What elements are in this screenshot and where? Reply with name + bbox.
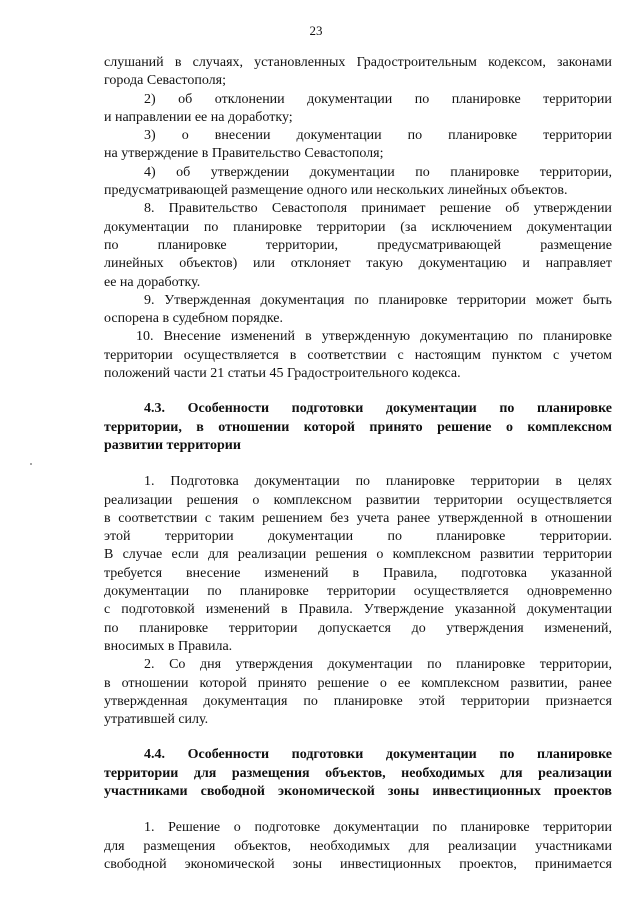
word: утвержденная <box>104 693 188 709</box>
word: планировке <box>537 401 612 417</box>
word: исключением <box>431 219 513 235</box>
word: отношении <box>121 675 189 691</box>
word: документации <box>385 747 477 763</box>
word: которой <box>303 419 355 435</box>
text-line: вносимых в Правила. <box>104 638 233 654</box>
text-line <box>104 292 612 310</box>
word: планировке <box>233 219 303 235</box>
word: комплексном <box>392 547 471 563</box>
word: Особенности <box>187 401 270 417</box>
text-line <box>104 583 612 601</box>
word: отклонении <box>214 91 285 107</box>
text-line <box>104 675 612 693</box>
word: Правительство <box>168 201 258 217</box>
word: утверждении <box>210 164 290 180</box>
spacer <box>104 455 612 473</box>
text-line <box>104 528 612 546</box>
word: участниками <box>535 838 612 854</box>
word: территории, <box>265 237 339 253</box>
word: настоящим <box>414 347 481 363</box>
word: инвестиционных <box>432 783 541 799</box>
word: по <box>207 584 222 600</box>
word: для <box>208 547 229 563</box>
text-line <box>104 347 612 365</box>
word: этой <box>104 529 131 545</box>
word: планировке <box>542 329 612 345</box>
word: пунктом <box>491 347 542 363</box>
word: в <box>352 565 360 581</box>
text-line <box>104 237 612 255</box>
word: территории <box>470 474 540 490</box>
word: экономической <box>277 783 375 799</box>
word: по <box>407 128 423 144</box>
word: ранее <box>396 510 431 526</box>
word: учета <box>356 510 390 526</box>
section-4-3-paragraph-1 <box>104 473 612 656</box>
word: 9. <box>144 292 155 308</box>
word: (за <box>400 219 417 235</box>
word: Решение <box>168 820 221 836</box>
word: таким <box>218 510 255 526</box>
word: по <box>203 219 219 235</box>
text-line: оспорена в судебном порядке. <box>104 311 283 327</box>
word: с <box>397 347 404 363</box>
text-line: ее на доработку. <box>104 274 201 290</box>
word: подготовка <box>461 565 527 581</box>
word: в <box>196 419 204 435</box>
word: территории <box>543 820 612 836</box>
word: в <box>555 474 562 490</box>
word: утверждении <box>533 201 612 217</box>
word: 2) <box>144 91 156 107</box>
word: комплексном <box>527 419 612 435</box>
text-line <box>104 200 612 218</box>
word: территории <box>164 529 234 545</box>
word: в <box>174 55 182 70</box>
word: Подготовка <box>170 474 239 490</box>
text-line <box>104 473 612 491</box>
heading-line <box>104 400 612 418</box>
word: законами <box>557 55 612 70</box>
word: в <box>104 675 111 691</box>
word: территории <box>228 620 298 636</box>
word: территории <box>104 765 179 781</box>
heading-line <box>104 746 612 764</box>
word: осуществляется <box>183 347 279 363</box>
word: планировке <box>239 584 309 600</box>
word: комплексном <box>421 675 500 691</box>
word: Градостроительным <box>356 55 477 70</box>
text-line: и направлении ее на доработку; <box>104 109 293 125</box>
text-line <box>104 656 612 674</box>
word: объектов, <box>234 838 291 854</box>
word: соответствии <box>118 510 198 526</box>
word: по <box>104 237 119 253</box>
word: территории <box>543 91 612 107</box>
word: 4.4. <box>144 747 165 763</box>
word: требуется <box>104 565 163 581</box>
word: планировке <box>385 474 455 490</box>
word: проектов <box>553 783 612 799</box>
paragraph-8 <box>104 200 612 291</box>
word: о <box>252 492 260 508</box>
section-4-3-paragraph-2 <box>104 656 612 729</box>
word: установленных <box>254 55 346 70</box>
word: размещение <box>540 237 612 253</box>
heading-line <box>104 783 612 801</box>
word: зоны <box>387 783 420 799</box>
word: подготовки <box>291 401 364 417</box>
word: документации <box>296 128 382 144</box>
word: отношении <box>545 510 612 526</box>
text-line <box>104 91 612 109</box>
word: ее <box>397 675 411 691</box>
word: решение <box>437 419 492 435</box>
word: с <box>552 347 560 363</box>
word: и <box>522 256 530 272</box>
word: целях <box>577 474 612 490</box>
word: документацию <box>418 256 507 272</box>
word: соответствии <box>307 347 387 363</box>
word: 8. <box>144 201 155 217</box>
word: в <box>305 329 312 345</box>
text-line <box>104 492 612 510</box>
text-line <box>104 693 612 711</box>
text-line <box>104 620 612 638</box>
word: территории <box>326 584 396 600</box>
word: указанной <box>454 602 516 618</box>
word: решением <box>262 510 323 526</box>
word: о <box>181 128 189 144</box>
word: по <box>303 693 318 709</box>
word: подготовки <box>291 747 364 763</box>
word: Со <box>169 657 186 673</box>
word: с <box>104 602 111 618</box>
word: свободной <box>200 783 265 799</box>
word: территории <box>316 219 386 235</box>
word: планировке <box>450 164 520 180</box>
word: документации <box>526 602 612 618</box>
word: быть <box>582 292 612 308</box>
word: реализации <box>538 765 612 781</box>
word: утверждения <box>235 657 313 673</box>
word: размещения <box>143 838 216 854</box>
word: решения <box>186 492 239 508</box>
text-line <box>104 838 612 856</box>
word: направляет <box>545 256 612 272</box>
word: по <box>354 292 369 308</box>
word: территории. <box>539 529 612 545</box>
word: утверждения <box>446 620 524 636</box>
word: территории, <box>104 419 182 435</box>
list-item-2 <box>104 91 612 128</box>
word: развитии <box>365 492 420 508</box>
word: дня <box>199 657 222 673</box>
section-heading-4-3 <box>104 400 612 455</box>
word: территории <box>460 693 530 709</box>
text-line <box>104 565 612 583</box>
word: экономической <box>184 856 275 872</box>
word: или <box>253 256 275 272</box>
word: изменений, <box>544 620 612 636</box>
word: подготовкой <box>121 602 195 618</box>
word: документации <box>385 401 477 417</box>
word: развитии, <box>510 675 568 691</box>
word: с <box>205 510 212 526</box>
word: осуществляется <box>413 584 509 600</box>
word: документацию <box>420 329 509 345</box>
word: 10. <box>136 329 154 345</box>
word: учетом <box>570 347 612 363</box>
word: о <box>376 547 384 563</box>
word: о <box>379 675 387 691</box>
word: принято <box>257 675 307 691</box>
text-line <box>104 54 612 72</box>
word: решения <box>315 547 368 563</box>
word: планировке <box>436 529 506 545</box>
word: размещения <box>231 765 310 781</box>
text-line: утратившей силу. <box>104 712 209 728</box>
list-item-3 <box>104 127 612 164</box>
word: документации <box>309 164 395 180</box>
word: об <box>178 91 193 107</box>
word: внесение <box>186 565 241 581</box>
scan-speck <box>30 463 32 465</box>
word: в <box>530 510 538 526</box>
word: этой <box>418 693 446 709</box>
word: о <box>233 820 241 836</box>
word: свободной <box>104 856 167 872</box>
word: для <box>408 838 430 854</box>
word: планировке <box>451 91 521 107</box>
word: кодексом, <box>488 55 546 70</box>
word: документации <box>327 657 413 673</box>
word: 3) <box>144 128 156 144</box>
word: Правила. <box>298 602 353 618</box>
word: планировке <box>537 747 612 763</box>
heading-line <box>104 765 612 783</box>
word: в <box>280 602 288 618</box>
word: отношении <box>218 419 290 435</box>
word: одновременно <box>526 584 612 600</box>
word: может <box>535 292 574 308</box>
word: решение <box>317 675 369 691</box>
word: планировке <box>139 620 209 636</box>
page-body <box>104 54 612 874</box>
word: по <box>432 820 447 836</box>
word: объектов) <box>179 256 238 272</box>
word: территории <box>457 292 527 308</box>
word: документации <box>104 584 190 600</box>
section-4-4-paragraph-1 <box>104 819 612 874</box>
paragraph-9 <box>104 292 612 329</box>
word: 2. <box>144 657 155 673</box>
word: планировке <box>460 820 530 836</box>
list-item-4 <box>104 164 612 201</box>
paragraph-10 <box>104 328 612 383</box>
word: планировке <box>456 657 526 673</box>
word: по <box>518 329 533 345</box>
word: документации <box>254 474 340 490</box>
word: об <box>505 201 520 217</box>
word: для <box>500 765 523 781</box>
word: развитии <box>480 547 534 563</box>
word: внесении <box>214 128 271 144</box>
word: 4.3. <box>144 401 165 417</box>
text-line: города Севастополя; <box>104 73 226 89</box>
word: по <box>499 401 515 417</box>
word: 4) <box>144 164 156 180</box>
word: о <box>505 419 513 435</box>
word: Особенности <box>187 747 270 763</box>
word: инвестиционных <box>340 856 442 872</box>
word: территории <box>543 547 612 563</box>
text-line: на утверждение в Правительство Севастополя; <box>104 146 384 162</box>
word: документации <box>526 219 612 235</box>
word: Утвержденная <box>164 292 251 308</box>
word: для <box>104 838 125 854</box>
word: случаях, <box>192 55 244 70</box>
word: подготовке <box>254 820 321 836</box>
text-line <box>104 219 612 237</box>
word: по <box>387 529 402 545</box>
word: в <box>104 510 111 526</box>
word: планировке <box>448 128 518 144</box>
word: указанной <box>550 565 612 581</box>
word: по <box>104 620 119 636</box>
word: ранее <box>578 675 612 691</box>
text-line <box>104 510 612 528</box>
word: об <box>176 164 191 180</box>
text-line <box>104 328 612 346</box>
word: документации <box>307 91 393 107</box>
word: утвержденной <box>437 510 524 526</box>
page-number: 23 <box>309 23 323 38</box>
word: утвержденную <box>321 329 411 345</box>
word: изменений <box>230 329 295 345</box>
word: до <box>411 620 426 636</box>
text-line: предусматривающей размещение одного или нескольких линейных объектов. <box>104 183 568 199</box>
word: участниками <box>104 783 188 799</box>
text-line: положений части 21 статьи 45 Градостроительного кодекса. <box>104 366 461 382</box>
text-line <box>104 255 612 273</box>
word: В <box>104 547 114 563</box>
word: территории, <box>539 164 612 180</box>
spacer <box>104 383 612 400</box>
word: осуществляется <box>516 492 612 508</box>
word: планировке <box>157 237 227 253</box>
word: зоны <box>292 856 322 872</box>
word: которой <box>199 675 247 691</box>
word: предусматривающей <box>377 237 502 253</box>
word: документация <box>203 693 288 709</box>
word: для <box>193 765 217 781</box>
word: Внесение <box>163 329 221 345</box>
word: объектов, <box>325 765 386 781</box>
word: признается <box>545 693 612 709</box>
word: без <box>330 510 349 526</box>
word: 1. <box>144 474 155 490</box>
text-line <box>104 856 612 874</box>
spacer <box>104 801 612 819</box>
word: территории, <box>539 657 612 673</box>
word: комплексном <box>273 492 352 508</box>
word: реализации <box>448 838 517 854</box>
word: отклоняет <box>290 256 351 272</box>
word: территории <box>543 128 612 144</box>
word: изменений <box>264 565 329 581</box>
text-line <box>104 127 612 145</box>
word: реализации <box>237 547 307 563</box>
word: слушаний <box>104 55 164 70</box>
word: Севастополя <box>271 201 348 217</box>
word: 1. <box>144 820 155 836</box>
word: территории <box>104 347 173 363</box>
word: в <box>289 347 297 363</box>
word: принимает <box>361 201 426 217</box>
word: по <box>499 747 515 763</box>
text-line <box>104 601 612 619</box>
word: принимается <box>534 856 612 872</box>
word: реализации <box>104 492 173 508</box>
word: документации <box>267 529 354 545</box>
word: по <box>355 474 371 490</box>
section-heading-4-4 <box>104 746 612 801</box>
paragraph-hearings-continuation <box>104 54 612 91</box>
word: планировке <box>378 292 448 308</box>
word: документации <box>333 820 419 836</box>
heading-line <box>104 419 612 437</box>
spacer <box>104 729 612 746</box>
word: необходимых <box>401 765 485 781</box>
word: случае <box>122 547 163 563</box>
word: документации <box>104 219 190 235</box>
text-line <box>104 164 612 182</box>
word: по <box>427 657 442 673</box>
word: планировке <box>333 693 403 709</box>
word: изменений <box>205 602 270 618</box>
word: по <box>415 164 430 180</box>
word: Утверждение <box>363 602 444 618</box>
word: принято <box>369 419 423 435</box>
word: допускается <box>318 620 391 636</box>
word: проектов, <box>459 856 517 872</box>
word: необходимых <box>309 838 390 854</box>
word: линейных <box>104 256 164 272</box>
text-line <box>104 819 612 837</box>
word: территории <box>434 492 503 508</box>
word: Правила, <box>383 565 438 581</box>
heading-line: развитии территории <box>104 437 241 453</box>
word: решение <box>439 201 492 217</box>
word: такую <box>366 256 403 272</box>
word: документация <box>260 292 345 308</box>
word: если <box>171 547 199 563</box>
word: по <box>414 91 430 107</box>
text-line <box>104 546 612 564</box>
